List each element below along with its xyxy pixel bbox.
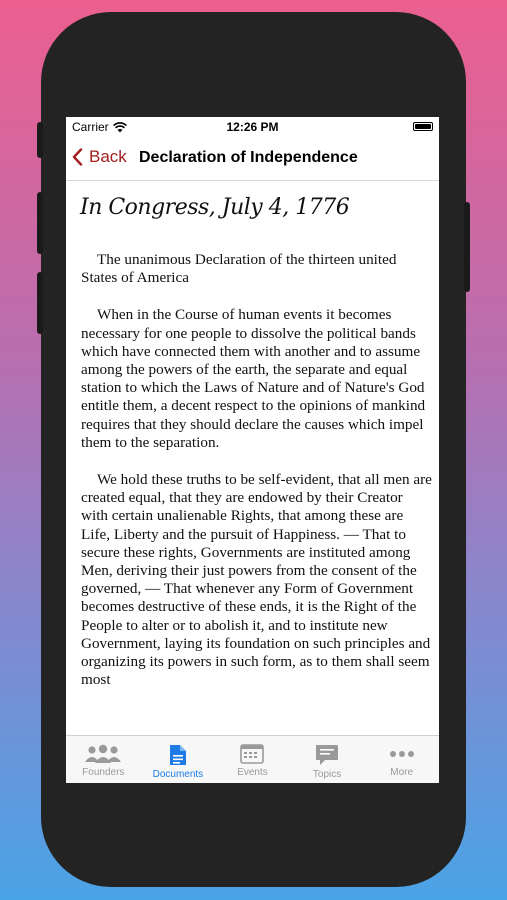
speech-bubble-icon	[315, 744, 339, 766]
app-screen	[66, 117, 439, 783]
side-button-volume-up	[37, 192, 43, 254]
tab-founders[interactable]	[66, 736, 141, 783]
navigation-bar	[66, 139, 439, 181]
page-title: Declaration of Independence	[139, 149, 358, 166]
carrier-label: Carrier	[72, 120, 109, 134]
tab-bar	[66, 735, 439, 783]
tab-topics[interactable]	[290, 736, 365, 783]
back-button[interactable]	[72, 147, 127, 167]
more-icon	[389, 744, 415, 764]
document-body	[81, 251, 433, 708]
side-button-power	[464, 202, 470, 292]
clock: 12:26 PM	[226, 120, 279, 134]
chevron-left-icon	[72, 148, 83, 166]
back-label: Back	[89, 147, 127, 166]
tab-label: More	[390, 767, 414, 778]
calendar-icon	[240, 744, 264, 764]
document-icon	[169, 744, 187, 766]
side-button-mute	[37, 122, 43, 158]
tab-events[interactable]	[215, 736, 290, 783]
document-paragraph: When in the Course of human events it becomes necessary for one people to dissolve the political bands which have connected them with another and to assume among the powers of the earth, the separate and equal station to which the Laws of Nature and of Nature's God entitle them, a decent respect to the opinions of mankind requires that they should declare the causes which impel them to the separation.	[81, 306, 426, 451]
document-heading: In Congress, July 4, 1776	[80, 195, 350, 220]
battery-icon	[413, 122, 433, 131]
tab-label: Topics	[312, 769, 342, 780]
side-button-volume-down	[37, 272, 43, 334]
tab-documents[interactable]	[141, 736, 216, 783]
tab-label: Events	[237, 767, 268, 778]
tab-label: Documents	[152, 769, 204, 780]
people-icon	[83, 744, 123, 764]
document-scroll-view[interactable]	[66, 181, 439, 735]
document-paragraph: We hold these truths to be self-evident, that all men are created equal, that they are endowed by their Creator with certain unalienable Rights, that among these are Life, Liberty and the pursuit of Happiness. — That to secure these rights, Governments are instituted among Men, deriving their just powers from the consent of the governed, — That whenever any Form of Government becomes destructive of these ends, it is the Right of the People to alter or to abolish it, and to institute new Government, laying its foundation on such principles and organizing its powers in such form, as to them shall seem most	[81, 471, 432, 689]
status-bar	[66, 117, 439, 137]
tab-more[interactable]	[364, 736, 439, 783]
tab-label: Founders	[82, 767, 125, 778]
document-paragraph: The unanimous Declaration of the thirteen united States of America	[81, 251, 397, 287]
